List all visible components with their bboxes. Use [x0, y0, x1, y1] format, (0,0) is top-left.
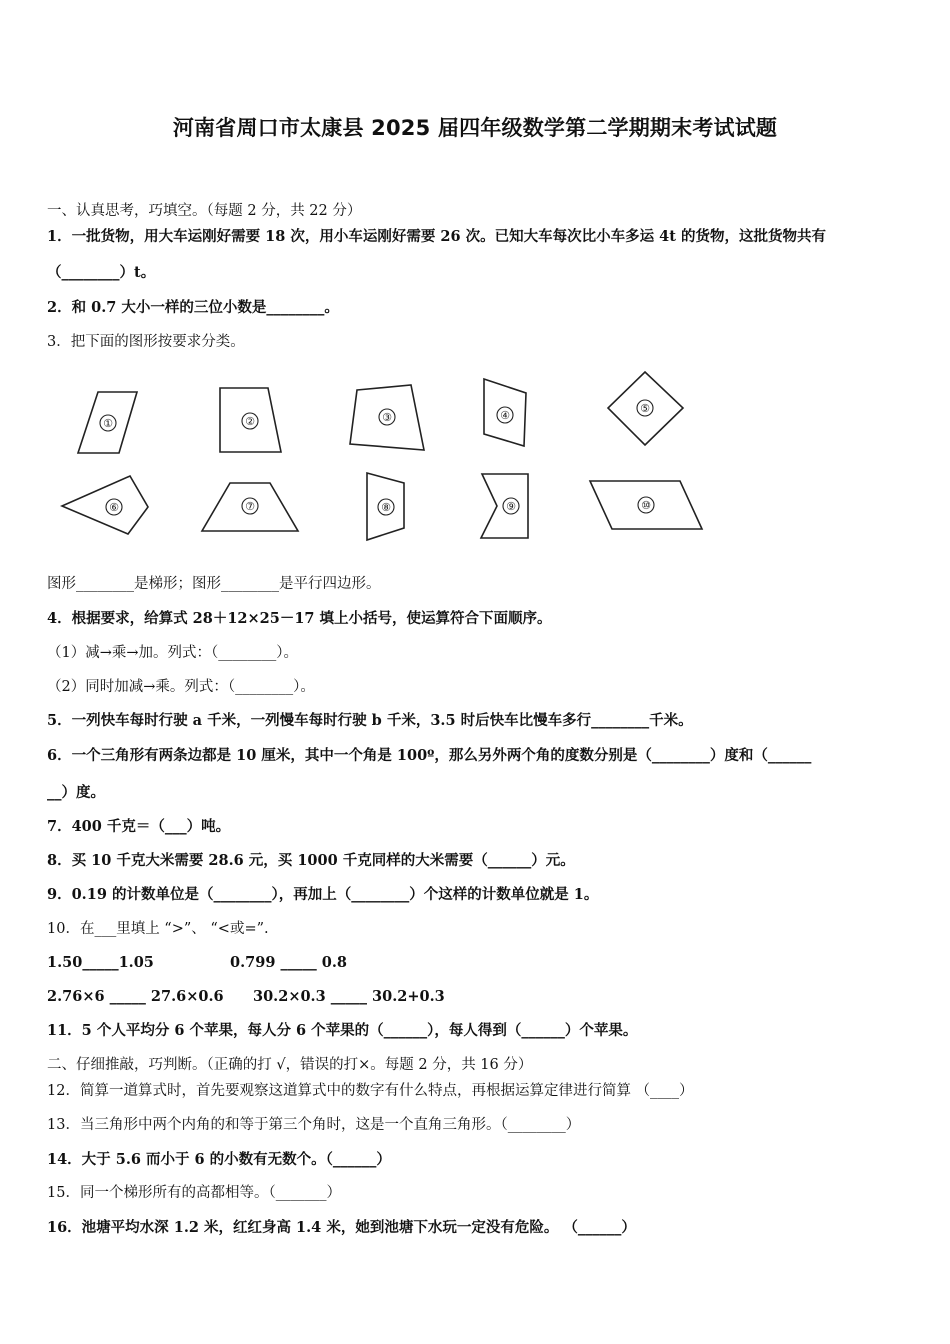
shape-7-label: ⑦: [245, 500, 255, 513]
shape-10-parallelogram: [590, 481, 702, 529]
shape-figures: [0, 360, 950, 560]
question-5: 5．一列快车每时行驶 a 千米，一列慢车每时行驶 b 千米，3.5 时后快车比慢车多行________千米。: [47, 712, 693, 729]
shape-5-label: ⑤: [640, 402, 650, 415]
question-3: 3．把下面的图形按要求分类。: [47, 334, 245, 350]
question-1-line-1: 1．一批货物，用大车运刚好需要 18 次，用小车运刚好需要 26 次。已知大车每次比小车多运 4t 的货物，这批货物共有: [47, 228, 827, 245]
shape-8-trapezoid: [367, 473, 404, 540]
shape-6-kite: [62, 476, 148, 534]
section-1-heading: 一、认真思考，巧填空。（每题 2 分，共 22 分）: [47, 203, 362, 219]
question-11: 11．5 个人平均分 6 个苹果，每人分 6 个苹果的（______），每人得到（______）个苹果。: [47, 1022, 638, 1039]
question-10-item-b1: 2.76×6 _____ 27.6×0.6: [47, 988, 224, 1005]
shape-10-label: ⑩: [641, 499, 651, 512]
question-8: 8．买 10 千克大米需要 28.6 元，买 1000 千克同样的大米需要（______）元。: [47, 852, 575, 869]
question-4-part-1: （1）减→乘→加。列式：（________）。: [47, 645, 299, 661]
shape-5-square: [608, 372, 683, 445]
question-4-part-2: （2）同时加减→乘。列式：（________）。: [47, 679, 315, 695]
shape-8-label: ⑧: [381, 501, 391, 514]
question-10-item-a1: 1.50_____1.05: [47, 954, 154, 971]
shape-1-label: ①: [103, 417, 113, 430]
question-15: 15．同一个梯形所有的高都相等。（_______）: [47, 1185, 341, 1201]
shape-7-trapezoid: [202, 483, 298, 531]
question-6-line-2: __）度。: [47, 784, 105, 801]
question-2: 2．和 0.7 大小一样的三位小数是________。: [47, 299, 339, 316]
shape-9-label: ⑨: [506, 500, 516, 513]
page-title: 河南省周口市太康县 2025 届四年级数学第二学期期末考试试题: [172, 116, 778, 140]
shape-1-parallelogram: [78, 392, 137, 453]
question-12: 12．简算一道算式时，首先要观察这道算式中的数字有什么特点，再根据运算定律进行简算 （____）: [47, 1083, 694, 1099]
shape-4-trapezoid: [484, 379, 526, 446]
shape-3-quadrilateral: [350, 385, 424, 450]
question-1-line-2: （________）t。: [47, 264, 156, 281]
question-4: 4．根据要求，给算式 28＋12×25－17 填上小括号，使运算符合下面顺序。: [47, 610, 552, 627]
question-13: 13．当三角形中两个内角的和等于第三个角时，这是一个直角三角形。（________）: [47, 1117, 581, 1133]
question-10: 10．在___里填上 “>”、 “<或=”.: [47, 921, 269, 937]
shape-3-label: ③: [382, 411, 392, 424]
shape-6-label: ⑥: [109, 501, 119, 514]
shape-9-pentagon: [481, 474, 528, 538]
question-6-line-1: 6．一个三角形有两条边都是 10 厘米，其中一个角是 100º，那么另外两个角的度数分别是（________）度和（______: [47, 747, 812, 764]
shape-2-trapezoid: [220, 388, 281, 452]
question-14: 14．大于 5.6 而小于 6 的小数有无数个。（______）: [47, 1151, 391, 1168]
section-2-heading: 二、仔细推敲，巧判断。（正确的打 √，错误的打×。每题 2 分，共 16 分）: [47, 1057, 533, 1073]
shape-2-label: ②: [245, 415, 255, 428]
question-10-item-b2: 30.2×0.3 _____ 30.2+0.3: [253, 988, 445, 1005]
question-7: 7．400 千克＝（___）吨。: [47, 818, 231, 835]
question-10-item-a2: 0.799 _____ 0.8: [230, 954, 347, 971]
question-16: 16．池塘平均水深 1.2 米，红红身高 1.4 米，她到池塘下水玩一定没有危险。 （______）: [47, 1219, 636, 1236]
question-3-answer: 图形________是梯形；图形________是平行四边形。: [47, 576, 381, 592]
shape-4-label: ④: [500, 409, 510, 422]
question-9: 9．0.19 的计数单位是（________），再加上（________）个这样的计数单位就是 1。: [47, 886, 599, 903]
